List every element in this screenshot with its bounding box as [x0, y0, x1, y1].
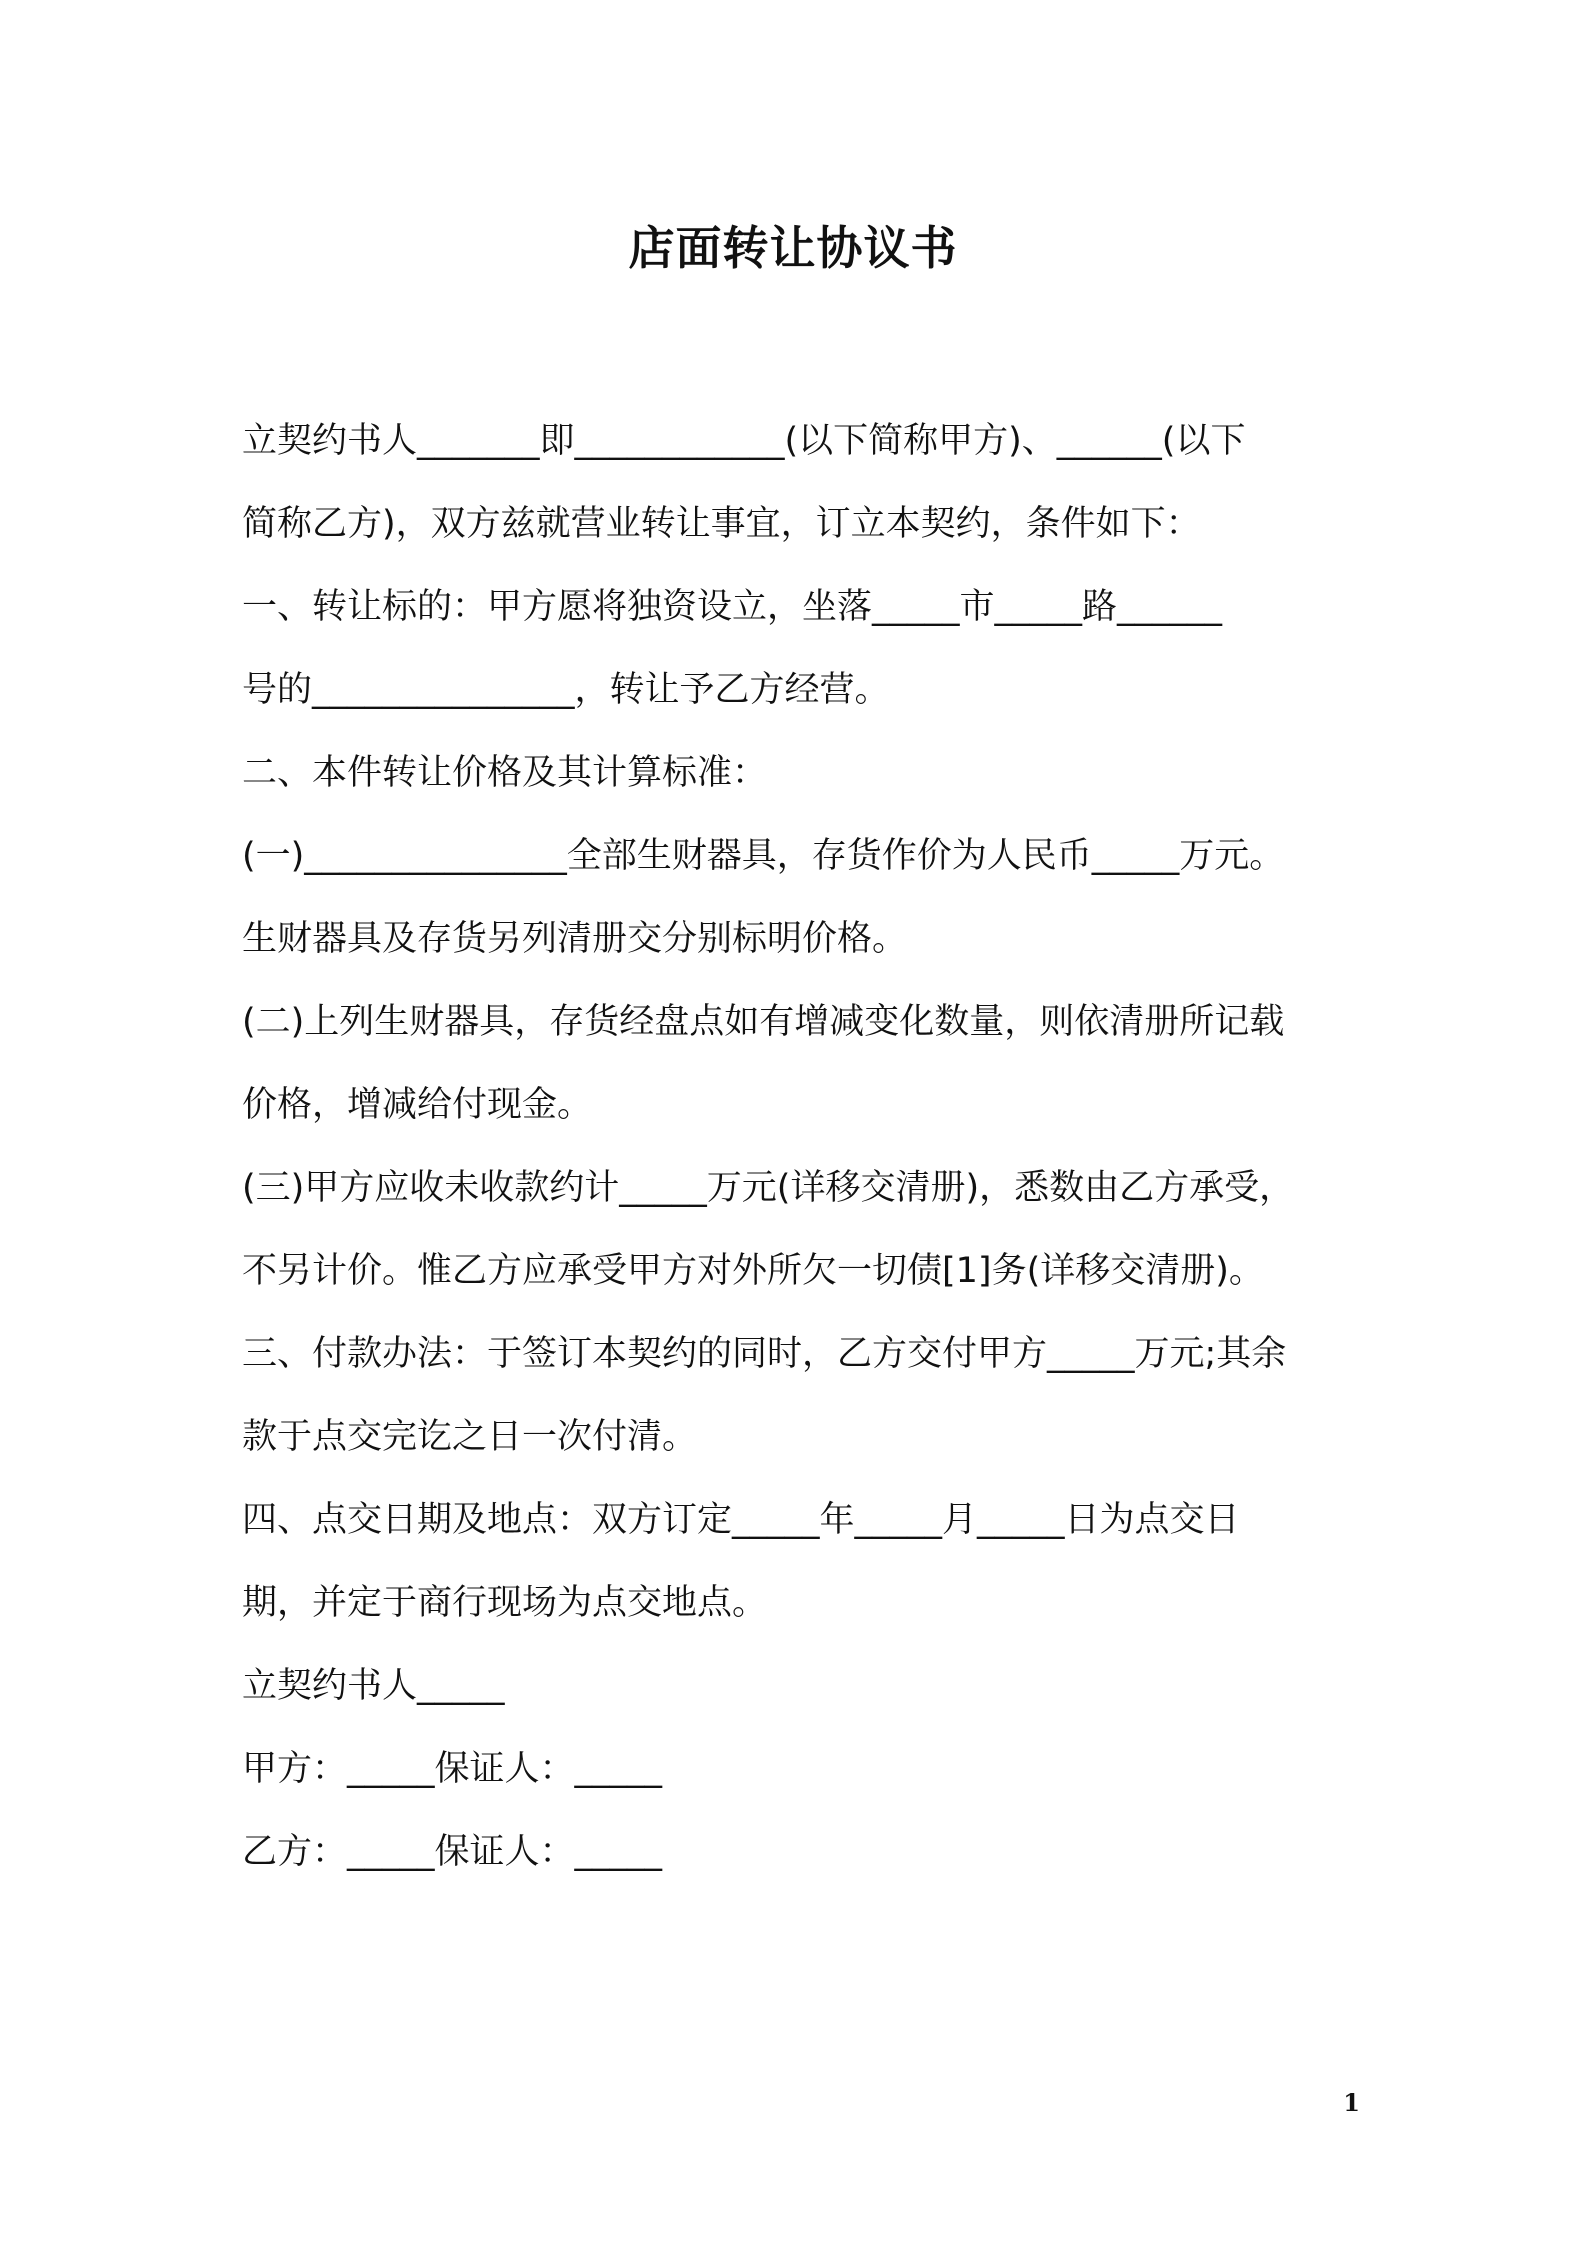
body-line: 期，并定于商行现场为点交地点。 — [242, 1583, 768, 1623]
body-line: 款于点交完讫之日一次付清。 — [242, 1417, 698, 1457]
body-line: (二)上列生财器具，存货经盘点如有增减变化数量，则依清册所记载 — [242, 1002, 1285, 1042]
body-line: 价格，增减给付现金。 — [242, 1085, 593, 1125]
party-b-signature-line: 乙方：_____保证人：_____ — [242, 1832, 663, 1872]
body-line: 立契约书人_______即____________(以下简称甲方)、______(以下 — [242, 421, 1246, 461]
signature-line: 立契约书人_____ — [242, 1666, 505, 1706]
body-line: 一、转让标的：甲方愿将独资设立，坐落_____市_____路______ — [242, 587, 1223, 627]
document-body — [242, 400, 1362, 1894]
body-line: (三)甲方应收未收款约计_____万元(详移交清册)，悉数由乙方承受， — [242, 1168, 1295, 1208]
body-line: 四、点交日期及地点：双方订定_____年_____月_____日为点交日 — [242, 1500, 1240, 1540]
body-line: 号的_______________，转让予乙方经营。 — [242, 670, 890, 710]
body-line: 二、本件转让价格及其计算标准： — [242, 753, 768, 793]
document-title: 店面转让协议书 — [628, 221, 958, 275]
body-line: 三、付款办法：于签订本契约的同时，乙方交付甲方_____万元;其余 — [242, 1334, 1287, 1374]
party-a-signature-line: 甲方：_____保证人：_____ — [242, 1749, 663, 1789]
body-line: (一)_______________全部生财器具，存货作价为人民币_____万元。 — [242, 836, 1285, 876]
body-line: 不另计价。惟乙方应承受甲方对外所欠一切债[1]务(详移交清册)。 — [242, 1251, 1264, 1291]
page-number: 1 — [1343, 2088, 1360, 2117]
body-line: 简称乙方)，双方兹就营业转让事宜，订立本契约，条件如下： — [242, 504, 1201, 544]
body-line: 生财器具及存货另列清册交分别标明价格。 — [242, 919, 908, 959]
